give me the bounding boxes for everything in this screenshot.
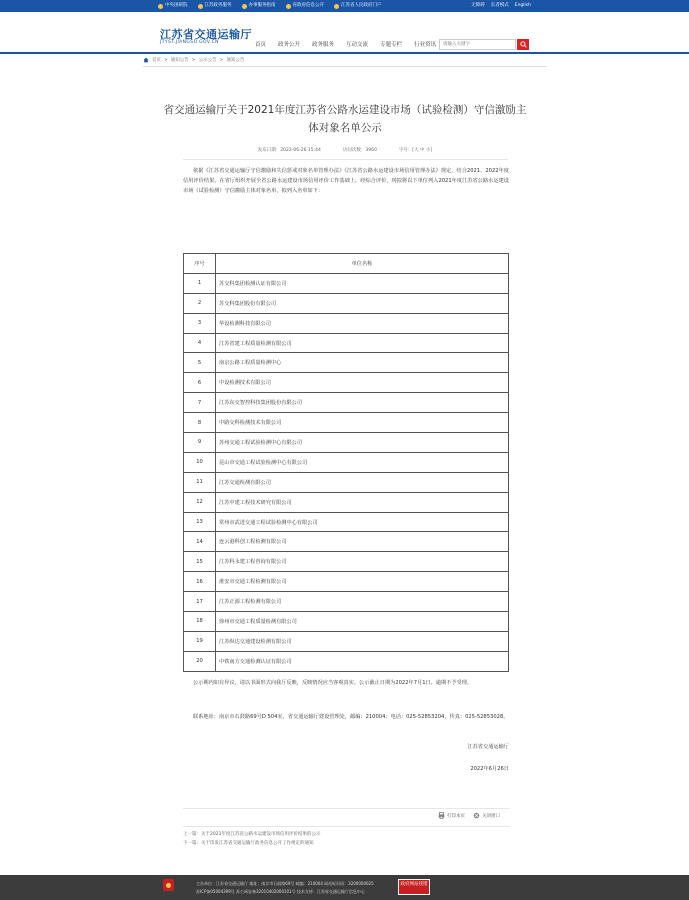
row-index: 17 (184, 592, 216, 612)
header (0, 12, 689, 52)
breadcrumb-item[interactable]: 通知公告 (170, 58, 189, 63)
company-name: 中铁南方交通检测认证有限公司 (216, 651, 509, 671)
company-name: 苏交科集团股份有限公司 (216, 293, 509, 313)
table-row (184, 592, 509, 612)
breadcrumb-divider (143, 66, 547, 67)
company-name: 苏州交通工程试验检测中心有限公司 (216, 433, 509, 453)
signature-org: 江苏省交通运输厅 (467, 744, 509, 750)
top-link[interactable]: 江苏政务服务 (198, 1, 232, 11)
site-title[interactable]: 江苏省交通运输厅 (160, 28, 252, 41)
footer-line: 苏ICP备05004399号 苏公网安备32010402000101号 技术支持：江苏省交通运输厅信息中心 (196, 889, 365, 894)
company-name: 华设检测科技有限公司 (216, 313, 509, 333)
next-article-link[interactable]: 下一篇：关于印发江苏省交通运输厅政务信息公开工作规定的通知 (183, 841, 314, 846)
table-header-cell: 序号 (184, 254, 216, 274)
party-emblem-icon[interactable] (163, 879, 174, 891)
row-index: 11 (184, 472, 216, 492)
signature-date: 2022年6月26日 (470, 766, 509, 772)
table-row (184, 651, 509, 671)
emblem-icon (158, 4, 163, 9)
company-name: 常州市武进交通工程试验检测中心有限公司 (216, 512, 509, 532)
row-index: 6 (184, 373, 216, 393)
row-index: 9 (184, 433, 216, 453)
table-row (184, 353, 509, 373)
row-index: 2 (184, 293, 216, 313)
company-name: 江苏中建工程技术研究有限公司 (216, 492, 509, 512)
top-right-links (471, 1, 531, 11)
site-subtitle: JTYST.JIANGSU.GOV.CN (160, 40, 219, 45)
search-button[interactable] (517, 39, 529, 50)
article-paragraph: 公示期内如有异议，请以书面形式向我厅反映，反映情况应当客观真实。公示截止日期为2022年7月1日，逾期不予受理。 (193, 680, 473, 686)
table-row (184, 313, 509, 333)
table-row (184, 631, 509, 651)
table-header-row (184, 254, 509, 274)
breadcrumb: 首页 > 通知公告 > 公示公告 > 通知公告 (143, 57, 244, 63)
row-index: 3 (184, 313, 216, 333)
emblem-icon (198, 4, 203, 9)
row-index: 20 (184, 651, 216, 671)
table-row (184, 413, 509, 433)
row-index: 14 (184, 532, 216, 552)
row-index: 1 (184, 273, 216, 293)
article-title: 省交通运输厅关于2021年度江苏省公路水运建设市场（试验检测）守信激励主体对象名单公示 (163, 104, 527, 134)
breadcrumb-item[interactable]: 首页 (152, 58, 161, 63)
english-link[interactable]: English (514, 3, 531, 8)
main-nav (255, 40, 436, 48)
nav-item-topics[interactable]: 专题专栏 (380, 42, 403, 48)
elder-mode-link[interactable]: 长者模式 (490, 3, 509, 8)
company-name: 南京公路工程质量检测中心 (216, 353, 509, 373)
row-index: 18 (184, 612, 216, 632)
close-icon (473, 812, 480, 819)
company-name: 江苏省建工程质量检测有限公司 (216, 333, 509, 353)
nav-item-services[interactable]: 政务服务 (312, 42, 335, 48)
nav-item-open-government[interactable]: 政务公开 (278, 42, 301, 48)
top-link[interactable]: 办事服务指南 (242, 1, 276, 11)
table-row (184, 512, 509, 532)
row-index: 12 (184, 492, 216, 512)
company-name: 苏交科集团检测认证有限公司 (216, 273, 509, 293)
table-row (184, 433, 509, 453)
row-index: 5 (184, 353, 216, 373)
table-row (184, 273, 509, 293)
article-paragraph: 联系地址：南京市石鼓路69号D 504室，省交通运输厅建设管理处，邮编：210004；电话：025-52853204，传真：025-52853028。 (193, 714, 509, 720)
footer-text (196, 880, 374, 896)
top-links (158, 1, 382, 11)
row-index: 10 (184, 452, 216, 472)
article-paragraph: 依据《江苏省交通运输厅守信激励和失信惩戒对象名单管理办法》《江苏省公路水运建设市场信用管理办法》规定，结合2021、2022年度信用评价结果，在省厅组织开展全省公路水运建设市场信用评价工作基础上，经综合评价，现拟将以下单位列入2021年度江苏省公路水运建设市场（试验检测）守信激励主体对象名单，拟列入名单如下： (183, 168, 509, 194)
table-row (184, 612, 509, 632)
publish-date: 发布日期：2022-06-26 15:44 (257, 148, 321, 153)
prev-article-link[interactable]: 上一篇：关于2021年度江苏省公路水运建设市场信用评价结果的公示 (183, 832, 321, 837)
table-row (184, 373, 509, 393)
search-input[interactable] (439, 39, 516, 50)
table-row (184, 333, 509, 353)
table-row (184, 532, 509, 552)
company-name: 连云港科创工程检测有限公司 (216, 532, 509, 552)
emblem-icon (286, 4, 291, 9)
close-window-button[interactable]: 关闭窗口 (473, 812, 500, 819)
top-bar (0, 0, 689, 12)
breadcrumb-item[interactable]: 通知公告 (226, 58, 245, 63)
nav-item-interaction[interactable]: 互动交流 (346, 42, 369, 48)
prev-next-links (183, 830, 543, 848)
font-size-control[interactable]: 字号：[大 中 小] (398, 148, 433, 153)
row-index: 4 (184, 333, 216, 353)
row-index: 8 (184, 413, 216, 433)
accessibility-link[interactable]: 无障碍 (471, 3, 485, 8)
nav-item-home[interactable]: 首页 (255, 42, 267, 48)
company-name: 中路交科检测技术有限公司 (216, 413, 509, 433)
top-link[interactable]: 江苏省人民政府门户 (334, 1, 382, 11)
table-row (184, 492, 509, 512)
page-tools (438, 812, 500, 819)
emblem-icon (242, 4, 247, 9)
row-index: 7 (184, 393, 216, 413)
company-name: 昆山市交通工程试验检测中心有限公司 (216, 452, 509, 472)
table-header-cell: 单位名称 (216, 254, 509, 274)
tools-divider (183, 808, 509, 809)
company-name: 江苏纵达交通建设检测有限公司 (216, 631, 509, 651)
list-table (183, 253, 509, 672)
meta-divider (183, 159, 508, 160)
top-link[interactable]: 省政府信息公开 (286, 1, 325, 11)
header-divider (0, 52, 689, 54)
company-name: 江苏科永建工程咨询有限公司 (216, 552, 509, 572)
table-row (184, 552, 509, 572)
article-meta (160, 147, 530, 153)
printer-icon (438, 812, 445, 819)
row-index: 15 (184, 552, 216, 572)
footer (0, 875, 689, 900)
emblem-icon (334, 4, 339, 9)
row-index: 13 (184, 512, 216, 532)
company-name: 淮安市交通工程检测有限公司 (216, 572, 509, 592)
table-row (184, 472, 509, 492)
company-name: 江苏交通检测有限公司 (216, 472, 509, 492)
company-name: 江苏东交智控科技集团股份有限公司 (216, 393, 509, 413)
table-row (184, 572, 509, 592)
tools-divider (183, 826, 509, 827)
view-count: 访问次数：3960 (342, 148, 377, 153)
print-button[interactable]: 打印本页 (438, 812, 465, 819)
company-name: 徐州市交通工程质量检测有限公司 (216, 612, 509, 632)
top-link[interactable]: 中央国研院 (158, 1, 188, 11)
company-name: 中设检测技术有限公司 (216, 373, 509, 393)
breadcrumb-item[interactable]: 公示公告 (198, 58, 217, 63)
row-index: 19 (184, 631, 216, 651)
report-error-badge[interactable]: 政府网站找错 (398, 879, 430, 895)
table-row (184, 293, 509, 313)
search-icon (520, 41, 527, 48)
footer-line: 主办单位：江苏省交通运输厅 地址：南京市石鼓路69号 邮编：210004 网站标识码：3200000025 (196, 881, 374, 886)
home-icon (143, 57, 149, 63)
table-row (184, 393, 509, 413)
nav-item-news[interactable]: 行业资讯 (414, 42, 437, 48)
table-row (184, 452, 509, 472)
row-index: 16 (184, 572, 216, 592)
company-name: 江苏正源工程检测有限公司 (216, 592, 509, 612)
